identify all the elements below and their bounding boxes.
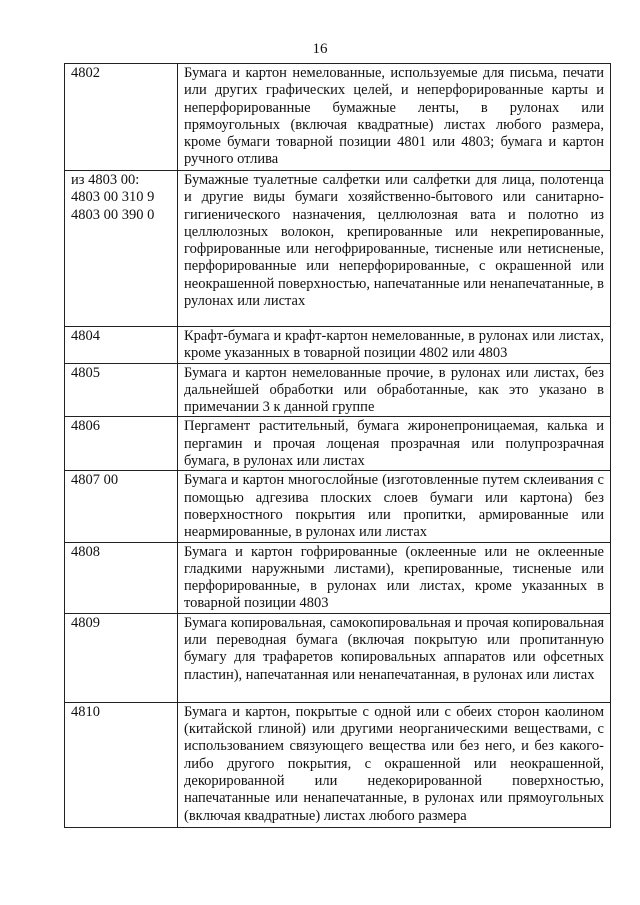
table-row <box>65 363 611 417</box>
commodity-description: Пергамент растительный, бумага жиронепроницаемая, калька и пергамин и прочая лощеная прозрачная или полупрозрачная бумага, в рулонах или листах <box>178 417 611 471</box>
commodity-code: 4804 <box>65 327 178 364</box>
table-row <box>65 471 611 542</box>
commodity-code: 4802 <box>65 64 178 171</box>
table-row <box>65 171 611 327</box>
table-row <box>65 613 611 702</box>
commodity-code-table <box>64 63 611 828</box>
table-row <box>65 417 611 471</box>
commodity-description: Бумага и картон, покрытые с одной или с обеих сторон каолином (китайской глиной) или другими неорганическими веществами, с использованием связующего вещества или без него, и без какого-либо другого покрытия, с окрашенной или неокрашенной, декорированной или недекорированной поверхностью, напечатанные или ненапечатанные, в рулонах или прямоугольных (включая квадратные) листах любого размера <box>178 702 611 827</box>
commodity-code: 4805 <box>65 363 178 417</box>
table-row <box>65 327 611 364</box>
commodity-description: Бумажные туалетные салфетки или салфетки для лица, полотенца и другие виды бумаги хозяйственно-бытового или санитарно-гигиенического назначения, целлюлозная вата и полотно из целлюлозных волокон, крепированные или некрепированные, гофрированные или негофрированные, тисненые или нетисненые, перфорированные или неперфорированные, с окрашенной или неокрашенной поверхностью, напечатанные или ненапечатанные, в рулонах или листах <box>178 171 611 327</box>
commodity-code: 4806 <box>65 417 178 471</box>
commodity-code: 4807 00 <box>65 471 178 542</box>
commodity-code: 4810 <box>65 702 178 827</box>
commodity-description: Крафт-бумага и крафт-картон немелованные, в рулонах или листах, кроме указанных в товарной позиции 4802 или 4803 <box>178 327 611 364</box>
commodity-code: 4809 <box>65 613 178 702</box>
table-row <box>65 64 611 171</box>
table-row <box>65 702 611 827</box>
commodity-description: Бумага и картон немелованные прочие, в рулонах или листах, без дальнейшей обработки или обработанные, как это указано в примечании 3 к данной группе <box>178 363 611 417</box>
commodity-description: Бумага и картон гофрированные (оклеенные или не оклеенные гладкими наружными листами), крепированные, тисненые или перфорированные, в рулонах или листах, кроме указанных в товарной позиции 4803 <box>178 542 611 613</box>
commodity-code: 4808 <box>65 542 178 613</box>
commodity-description: Бумага копировальная, самокопировальная и прочая копировальная или переводная бумага (включая покрытую или пропитанную бумагу для трафаретов копировальных аппаратов или офсетных пластин), напечатанная или ненапечатанная, в рулонах или листах <box>178 613 611 702</box>
commodity-description: Бумага и картон немелованные, используемые для письма, печати или других графических целей, и неперфорированные карты и неперфорированные бумажные ленты, в рулонах или прямоугольных (включая квадратные) листах любого размера, кроме бумаги товарной позиции 4801 или 4803; бумага и картон ручного отлива <box>178 64 611 171</box>
commodity-code: из 4803 00: 4803 00 310 9 4803 00 390 0 <box>65 171 178 327</box>
table-row <box>65 542 611 613</box>
page-number: 16 <box>312 41 328 57</box>
commodity-description: Бумага и картон многослойные (изготовленные путем склеивания с помощью адгезива плоских слоев бумаги или картона) без поверхностного покрытия или пропитки, армированные или неармированные, в рулонах или листах <box>178 471 611 542</box>
